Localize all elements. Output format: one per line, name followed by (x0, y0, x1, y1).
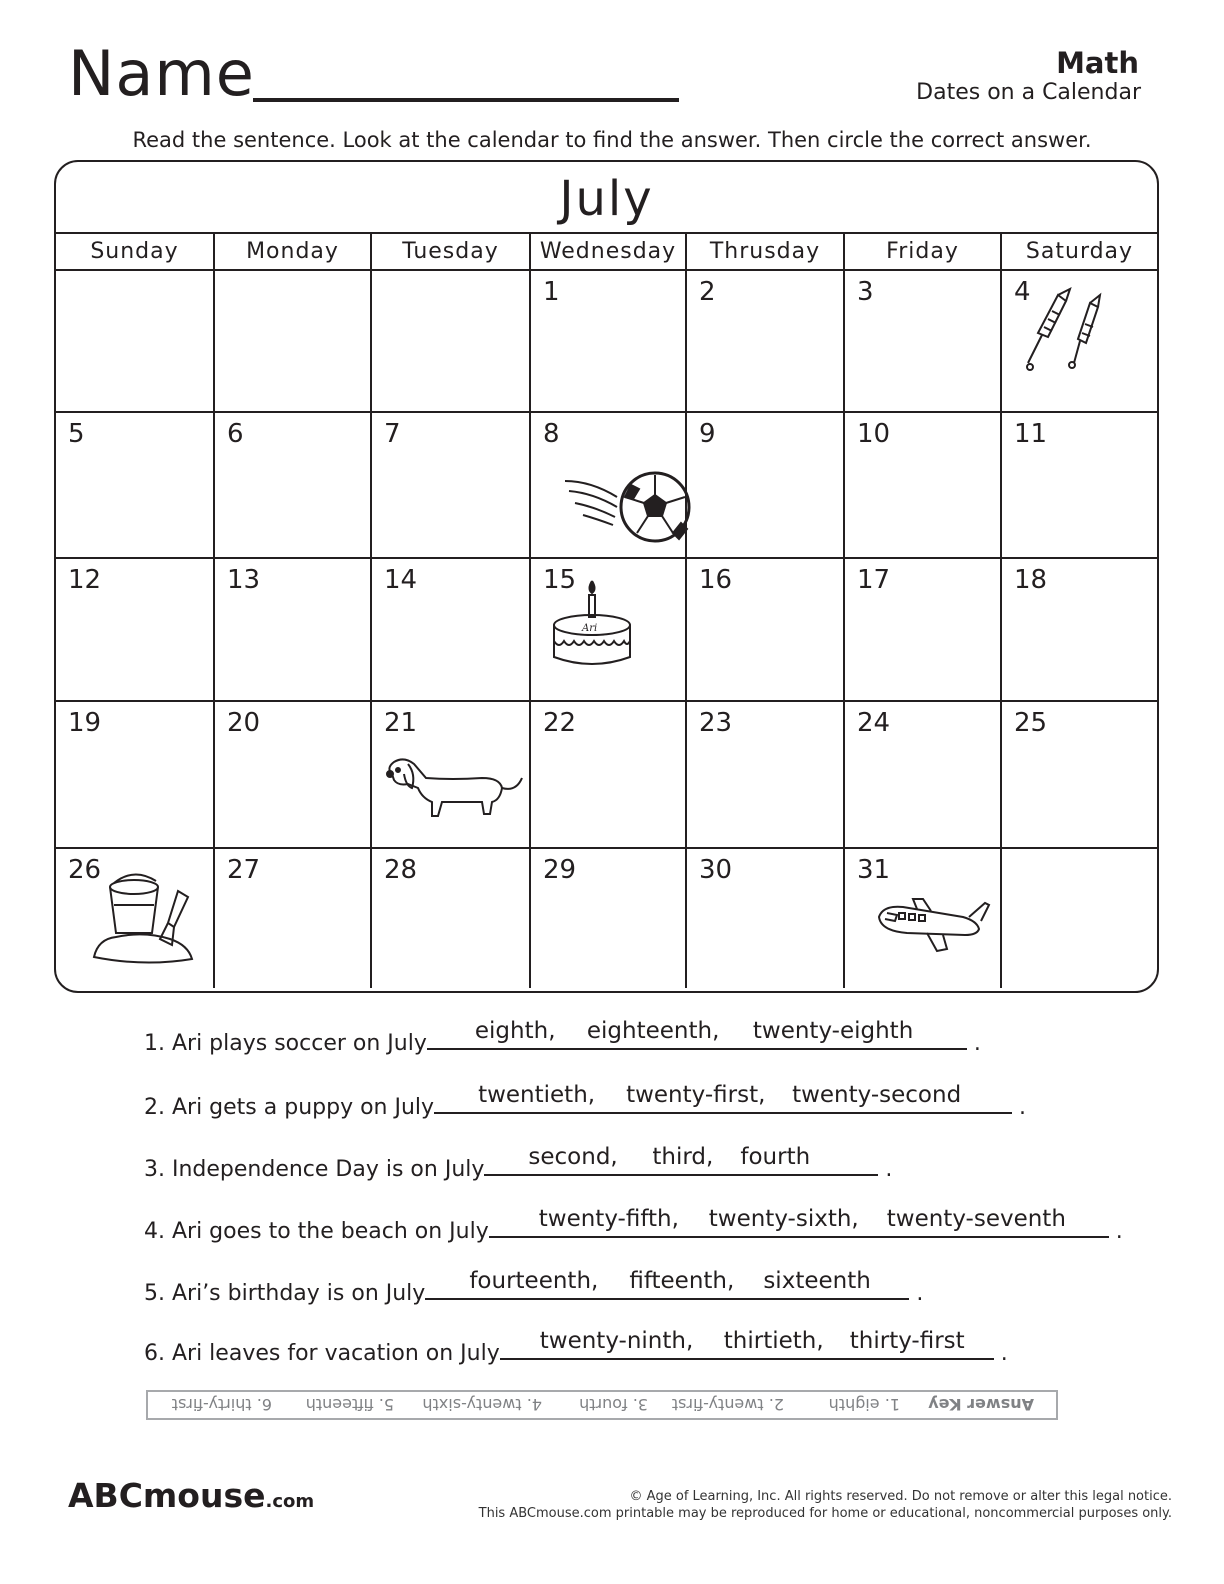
calendar-month: July (56, 162, 1157, 234)
calendar-week-row (56, 702, 1157, 849)
answer-option[interactable]: third, (652, 1144, 714, 1170)
calendar-day-cell (1002, 559, 1157, 700)
answer-key-item: 4. twenty-sixth (422, 1395, 542, 1414)
answer-line (425, 1268, 909, 1300)
calendar-day-cell (687, 413, 845, 557)
calendar-week-row (56, 413, 1157, 559)
calendar-day-cell (1002, 271, 1157, 411)
answer-key-item: 1. eighth (828, 1395, 900, 1414)
day-number: 1 (543, 277, 560, 307)
answer-key-item: 3. fourth (579, 1395, 648, 1414)
subject-title: Math (1056, 46, 1139, 80)
day-number: 24 (857, 708, 891, 738)
calendar-day-cell (531, 413, 687, 557)
calendar-day-cell (372, 413, 531, 557)
calendar-day-cell (215, 559, 372, 700)
day-number: 2 (699, 277, 716, 307)
weekday-thursday: Thrusday (687, 234, 845, 269)
answer-line (427, 1018, 967, 1050)
answer-option[interactable]: twenty-second (792, 1082, 962, 1108)
day-number: 26 (68, 855, 102, 885)
period: . (878, 1157, 893, 1182)
calendar-empty-cell (56, 271, 215, 411)
airplane-icon (873, 895, 993, 959)
calendar-day-cell (531, 271, 687, 411)
weekday-wednesday: Wednesday (531, 234, 687, 269)
answer-option[interactable]: twenty-first, (626, 1082, 766, 1108)
calendar-day-cell (1002, 702, 1157, 847)
birthday-cake-icon (547, 575, 637, 679)
logo-text: ABCmouse (68, 1476, 266, 1515)
answer-line (500, 1328, 994, 1360)
calendar-day-cell (56, 413, 215, 557)
question-1 (144, 1018, 981, 1056)
answer-key-label: Answer Key (928, 1395, 1034, 1414)
calendar-empty-cell (215, 271, 372, 411)
day-number: 27 (227, 855, 261, 885)
day-number: 19 (68, 708, 102, 738)
calendar-week-row (56, 849, 1157, 988)
answer-option[interactable]: fifteenth, (629, 1268, 735, 1294)
question-5 (144, 1268, 924, 1306)
answer-option[interactable]: twenty-sixth, (708, 1206, 859, 1232)
day-number: 28 (384, 855, 418, 885)
day-number: 10 (857, 419, 891, 449)
svg-text:Ari: Ari (582, 623, 598, 634)
calendar-day-cell (845, 413, 1002, 557)
calendar-day-cell (531, 702, 687, 847)
answer-option[interactable]: twenty-fifth, (538, 1206, 679, 1232)
calendar-day-cell (215, 849, 372, 988)
calendar-empty-cell (372, 271, 531, 411)
answer-key-item: 2. twenty-first (671, 1395, 784, 1414)
period: . (909, 1281, 924, 1306)
answer-option[interactable]: twenty-eighth (752, 1018, 914, 1044)
day-number: 25 (1014, 708, 1048, 738)
calendar-day-cell (531, 849, 687, 988)
answer-option[interactable]: twentieth, (478, 1082, 596, 1108)
fireworks-icon (1018, 283, 1108, 377)
calendar-day-cell (845, 559, 1002, 700)
day-number: 9 (699, 419, 716, 449)
day-number: 13 (227, 565, 261, 595)
sand-bucket-icon (84, 861, 204, 975)
day-number: 17 (857, 565, 891, 595)
answer-line (489, 1206, 1109, 1238)
period: . (993, 1341, 1008, 1366)
puppy-icon (382, 748, 527, 827)
calendar-week-row (56, 559, 1157, 702)
question-text: 4. Ari goes to the beach on July (144, 1219, 489, 1244)
answer-option[interactable]: fourteenth, (469, 1268, 599, 1294)
answer-key-item: 6. thirty-first (171, 1395, 272, 1414)
day-number: 6 (227, 419, 244, 449)
question-text: 3. Independence Day is on July (144, 1157, 485, 1182)
answer-option[interactable]: thirtieth, (723, 1328, 824, 1354)
day-number: 20 (227, 708, 261, 738)
calendar-day-cell (531, 559, 687, 700)
calendar-day-cell (372, 849, 531, 988)
day-number: 29 (543, 855, 577, 885)
calendar-day-cell (372, 559, 531, 700)
name-blank-line[interactable] (253, 98, 679, 102)
calendar-day-cell (215, 413, 372, 557)
calendar-empty-cell (1002, 849, 1157, 988)
instructions: Read the sentence. Look at the calendar to find the answer. Then circle the correct answer. (132, 128, 1092, 152)
answer-key-item: 5. fifteenth (305, 1395, 394, 1414)
answer-option[interactable]: twenty-seventh (886, 1206, 1066, 1232)
legal-line-1: © Age of Learning, Inc. All rights reserved. Do not remove or alter this legal notice. (629, 1489, 1172, 1504)
weekday-friday: Friday (845, 234, 1002, 269)
calendar-day-cell (215, 702, 372, 847)
calendar-day-cell (56, 559, 215, 700)
day-number: 12 (68, 565, 102, 595)
period: . (966, 1031, 981, 1056)
weekday-saturday: Saturday (1025, 239, 1134, 264)
calendar-day-cell (56, 849, 215, 988)
calendar-day-cell (372, 702, 531, 847)
calendar-day-cell (1002, 413, 1157, 557)
answer-option[interactable]: eighteenth, (586, 1018, 720, 1044)
day-number: 30 (699, 855, 733, 885)
topic-subtitle: Dates on a Calendar (916, 80, 1141, 105)
calendar-day-cell (687, 559, 845, 700)
day-number: 23 (699, 708, 733, 738)
calendar-day-cell (56, 702, 215, 847)
question-3 (144, 1144, 893, 1182)
day-number: 5 (68, 419, 85, 449)
weekday-sunday: Sunday (56, 234, 215, 269)
day-number: 3 (857, 277, 874, 307)
calendar-day-cell (845, 271, 1002, 411)
soccer-ball-icon (561, 467, 691, 551)
day-number: 31 (857, 855, 891, 885)
answer-option[interactable]: eighth, (474, 1018, 556, 1044)
calendar-day-cell (687, 849, 845, 988)
question-6 (144, 1328, 1008, 1366)
name-label: Name (68, 37, 255, 110)
weekday-monday: Monday (215, 234, 372, 269)
legal-notice (479, 1488, 1172, 1522)
calendar-week-row (56, 271, 1157, 413)
period: . (1108, 1219, 1123, 1244)
period: . (1012, 1095, 1027, 1120)
answer-line (484, 1144, 878, 1176)
calendar-day-cell (845, 849, 1002, 988)
day-number: 8 (543, 419, 560, 449)
legal-line-2: This ABCmouse.com printable may be reproduced for home or educational, noncommercial purposes only. (478, 1506, 1172, 1521)
day-number: 14 (384, 565, 418, 595)
day-number: 15 (543, 565, 577, 595)
answer-option[interactable]: twenty-ninth, (539, 1328, 694, 1354)
calendar-grid (56, 271, 1157, 988)
question-text: 2. Ari gets a puppy on July (144, 1095, 435, 1120)
calendar-day-cell (687, 702, 845, 847)
answer-option[interactable]: second, (528, 1144, 618, 1170)
day-number: 18 (1014, 565, 1048, 595)
answer-option[interactable]: thirty-first (849, 1328, 965, 1354)
logo-suffix: .com (265, 1491, 315, 1512)
weekday-header-row (56, 234, 1157, 271)
day-number: 16 (699, 565, 733, 595)
answer-line (434, 1082, 1012, 1114)
calendar-day-cell (687, 271, 845, 411)
answer-option[interactable]: fourth (740, 1144, 811, 1170)
question-text: 1. Ari plays soccer on July (144, 1031, 427, 1056)
question-text: 6. Ari leaves for vacation on July (144, 1341, 500, 1366)
question-2 (144, 1082, 1027, 1120)
answer-key (146, 1390, 1058, 1420)
calendar (54, 160, 1159, 993)
answer-option[interactable]: sixteenth (763, 1268, 871, 1294)
day-number: 22 (543, 708, 577, 738)
weekday-tuesday: Tuesday (372, 234, 531, 269)
day-number: 7 (384, 419, 401, 449)
abcmouse-logo (68, 1476, 314, 1515)
day-number: 21 (384, 708, 418, 738)
day-number: 11 (1014, 419, 1048, 449)
question-4 (144, 1206, 1123, 1244)
question-text: 5. Ari’s birthday is on July (144, 1281, 426, 1306)
calendar-day-cell (845, 702, 1002, 847)
day-number: 4 (1014, 277, 1031, 307)
